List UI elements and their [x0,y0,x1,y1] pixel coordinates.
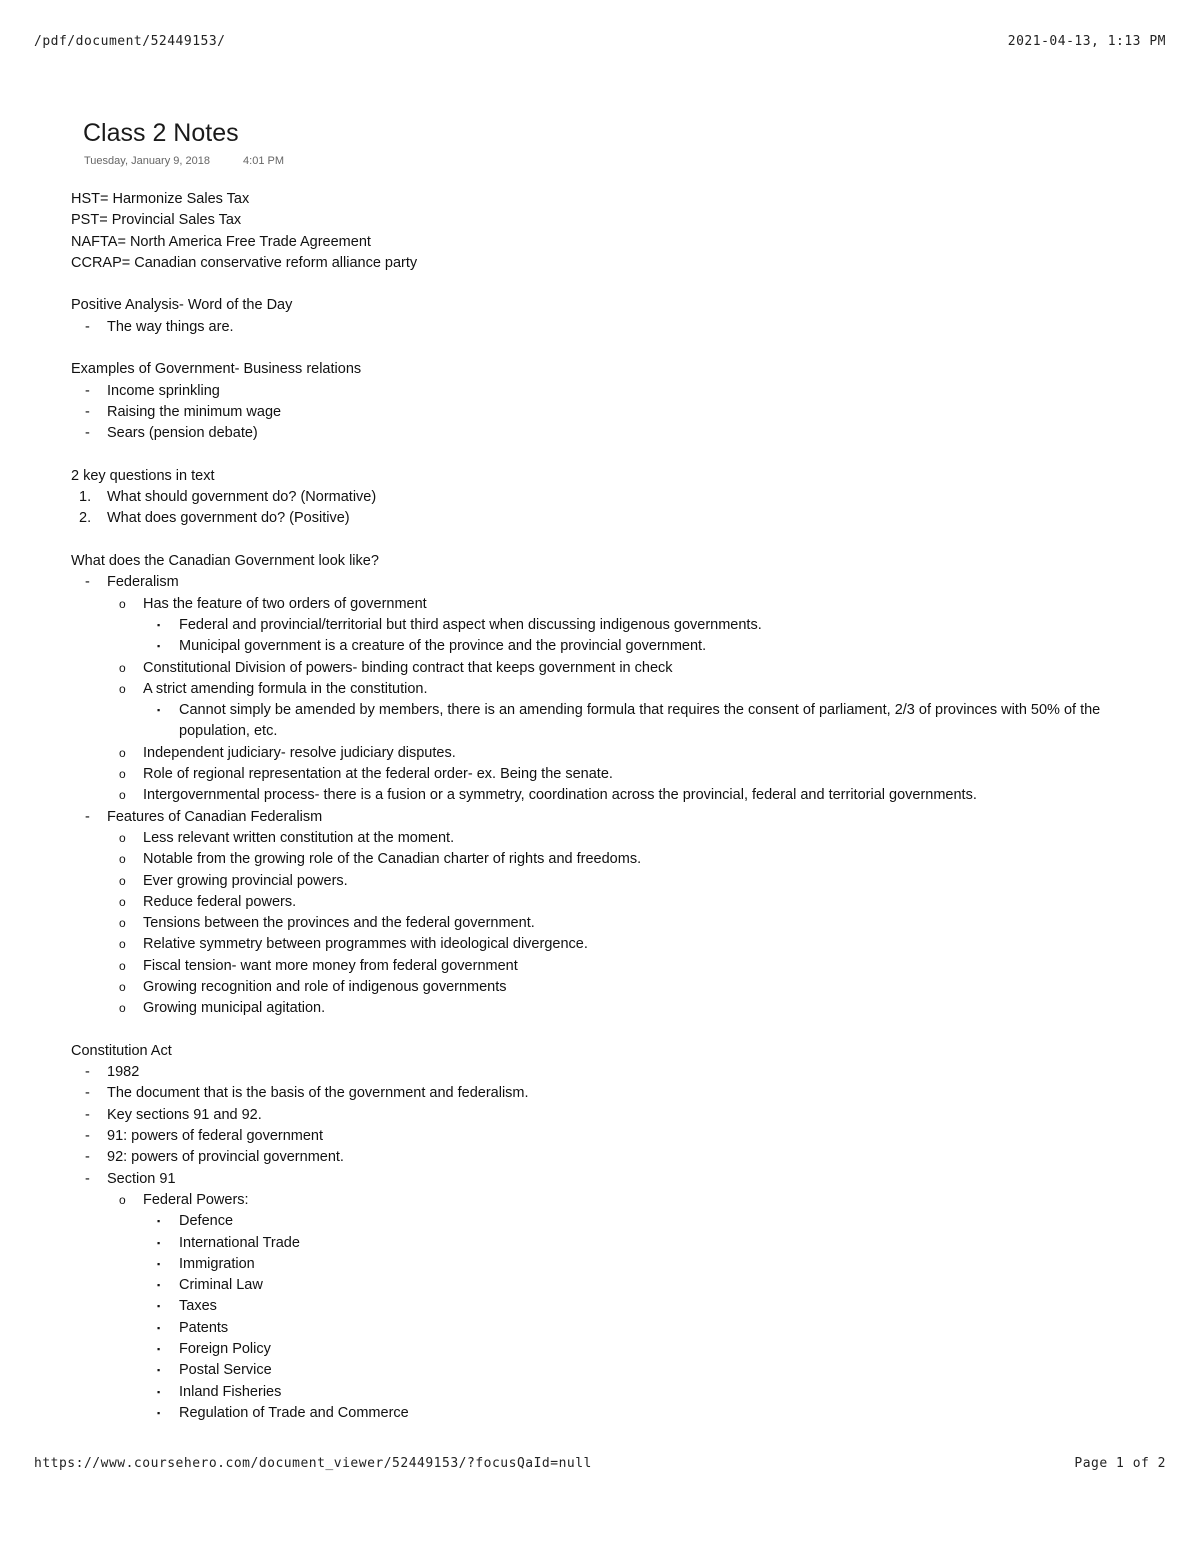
square-bullet: ▪ [157,1237,161,1248]
list-item: o Intergovernmental process- there is a fusion or a symmetry, coordination across the provincial, federal and territorial governments. [71,785,1131,806]
list-item: 1. What should government do? (Normative) [71,487,1131,508]
dash-bullet: - [85,382,90,399]
dash-bullet: - [85,574,90,591]
square-bullet: ▪ [157,641,161,652]
bullet-list [71,1062,1131,1424]
note-body [71,189,1131,1446]
number-marker: 2. [79,510,92,527]
square-bullet: ▪ [157,1258,161,1269]
list-item: - Features of Canadian Federalism [71,807,1131,828]
list-item: - Section 91 [71,1169,1131,1190]
list-item: ▪ Defence [71,1211,1131,1232]
list-item: o Ever growing provincial powers. [71,871,1131,892]
circle-bullet: o [119,894,126,909]
bullet-list [71,317,1131,338]
list-item: ▪ Criminal Law [71,1275,1131,1296]
list-item: ▪ Taxes [71,1296,1131,1317]
list-item: ▪ Municipal government is a creature of the province and the provincial government. [71,636,1131,657]
square-bullet: ▪ [157,1322,161,1333]
list-item: o Independent judiciary- resolve judiciary disputes. [71,743,1131,764]
list-item: o Role of regional representation at the federal order- ex. Being the senate. [71,764,1131,785]
abbreviation-line: HST= Harmonize Sales Tax [71,191,250,207]
circle-bullet: o [119,1001,126,1016]
circle-bullet: o [119,830,126,845]
dash-bullet: - [85,403,90,420]
note-date: Tuesday, January 9, 2018 [84,155,210,167]
note-meta [84,155,284,167]
abbreviations-block [71,189,1131,274]
list-item: ▪ International Trade [71,1233,1131,1254]
list-item: - The document that is the basis of the government and federalism. [71,1083,1131,1104]
print-path: /pdf/document/52449153/ [34,34,226,49]
circle-bullet: o [119,767,126,782]
square-bullet: ▪ [157,1365,161,1376]
list-item: ▪ Patents [71,1318,1131,1339]
circle-bullet: o [119,681,126,696]
examples-block [71,359,1131,444]
page-title: Class 2 Notes [83,119,239,147]
list-item: - Raising the minimum wage [71,402,1131,423]
square-bullet: ▪ [157,1386,161,1397]
circle-bullet: o [119,852,126,867]
key-questions-block [71,466,1131,530]
square-bullet: ▪ [157,619,161,630]
list-item: - 91: powers of federal government [71,1126,1131,1147]
positive-analysis-block [71,295,1131,338]
list-item: - Key sections 91 and 92. [71,1105,1131,1126]
square-bullet: ▪ [157,705,161,716]
list-item: ▪ Foreign Policy [71,1339,1131,1360]
list-item: ▪ Regulation of Trade and Commerce [71,1403,1131,1424]
bullet-list [71,572,1131,1019]
list-item: ▪ Cannot simply be amended by members, there is an amending formula that requires the consent of parliament, 2/3 of provinces with 50% of the population, etc. [157,702,1101,740]
dash-bullet: - [85,1064,90,1081]
numbered-list [71,487,1131,530]
circle-bullet: o [119,660,126,675]
section-heading: Positive Analysis- Word of the Day [71,297,293,314]
number-marker: 1. [79,489,92,506]
circle-bullet: o [119,1192,126,1207]
list-item: o Notable from the growing role of the Canadian charter of rights and freedoms. [71,849,1131,870]
list-item: - The way things are. [71,317,1131,338]
circle-bullet: o [119,937,126,952]
print-footer [34,1456,1166,1471]
abbreviation-line: PST= Provincial Sales Tax [71,212,242,229]
list-item: ▪ Inland Fisheries [71,1382,1131,1403]
note-time: 4:01 PM [243,155,284,167]
list-item: o A strict amending formula in the constitution. [71,679,1131,700]
circle-bullet: o [119,788,126,803]
list-item: o Fiscal tension- want more money from federal government [71,956,1131,977]
list-item: - Income sprinkling [71,381,1131,402]
square-bullet: ▪ [157,1344,161,1355]
list-item: - 92: powers of provincial government. [71,1147,1131,1168]
bullet-list [71,381,1131,445]
abbreviation-line: NAFTA= North America Free Trade Agreement [71,233,371,250]
list-item: 2. What does government do? (Positive) [71,508,1131,529]
source-url: https://www.coursehero.com/document_viewer/52449153/?focusQaId=null [34,1456,592,1471]
dash-bullet: - [85,425,90,442]
square-bullet: ▪ [157,1407,161,1418]
circle-bullet: o [119,916,126,931]
list-item: o Growing municipal agitation. [71,998,1131,1019]
constitution-act-block [71,1041,1131,1424]
circle-bullet: o [119,873,126,888]
print-header [34,34,1166,49]
list-item: o Has the feature of two orders of government [71,594,1131,615]
list-item: o Tensions between the provinces and the federal government. [71,913,1131,934]
square-bullet: ▪ [157,1280,161,1291]
dash-bullet: - [85,1170,90,1187]
dash-bullet: - [85,318,90,335]
section-heading: What does the Canadian Government look like? [71,553,379,570]
circle-bullet: o [119,596,126,611]
section-heading: Constitution Act [71,1042,172,1059]
list-item: o Reduce federal powers. [71,892,1131,913]
dash-bullet: - [85,1149,90,1166]
square-bullet: ▪ [157,1216,161,1227]
list-item: - Federalism [71,572,1131,593]
dash-bullet: - [85,1128,90,1145]
canadian-government-block [71,551,1131,1020]
page-number: Page 1 of 2 [1074,1456,1166,1471]
dash-bullet: - [85,808,90,825]
list-item: ▪ Postal Service [71,1360,1131,1381]
list-item: o Less relevant written constitution at the moment. [71,828,1131,849]
section-heading: Examples of Government- Business relations [71,361,362,378]
list-item: - 1982 [71,1062,1131,1083]
square-bullet: ▪ [157,1301,161,1312]
list-item: o Federal Powers: [71,1190,1131,1211]
dash-bullet: - [85,1106,90,1123]
circle-bullet: o [119,745,126,760]
circle-bullet: o [119,958,126,973]
abbreviation-line: CCRAP= Canadian conservative reform alliance party [71,254,418,271]
dash-bullet: - [85,1085,90,1102]
list-item: o Growing recognition and role of indigenous governments [71,977,1131,998]
list-item: o Relative symmetry between programmes with ideological divergence. [71,934,1131,955]
print-datetime: 2021-04-13, 1:13 PM [1007,34,1166,49]
list-item: o Constitutional Division of powers- binding contract that keeps government in check [71,658,1131,679]
circle-bullet: o [119,979,126,994]
list-item: ▪ Federal and provincial/territorial but third aspect when discussing indigenous governments. [71,615,1131,636]
list-item: ▪ Immigration [71,1254,1131,1275]
list-item: - Sears (pension debate) [71,423,1131,444]
section-heading: 2 key questions in text [71,467,215,484]
